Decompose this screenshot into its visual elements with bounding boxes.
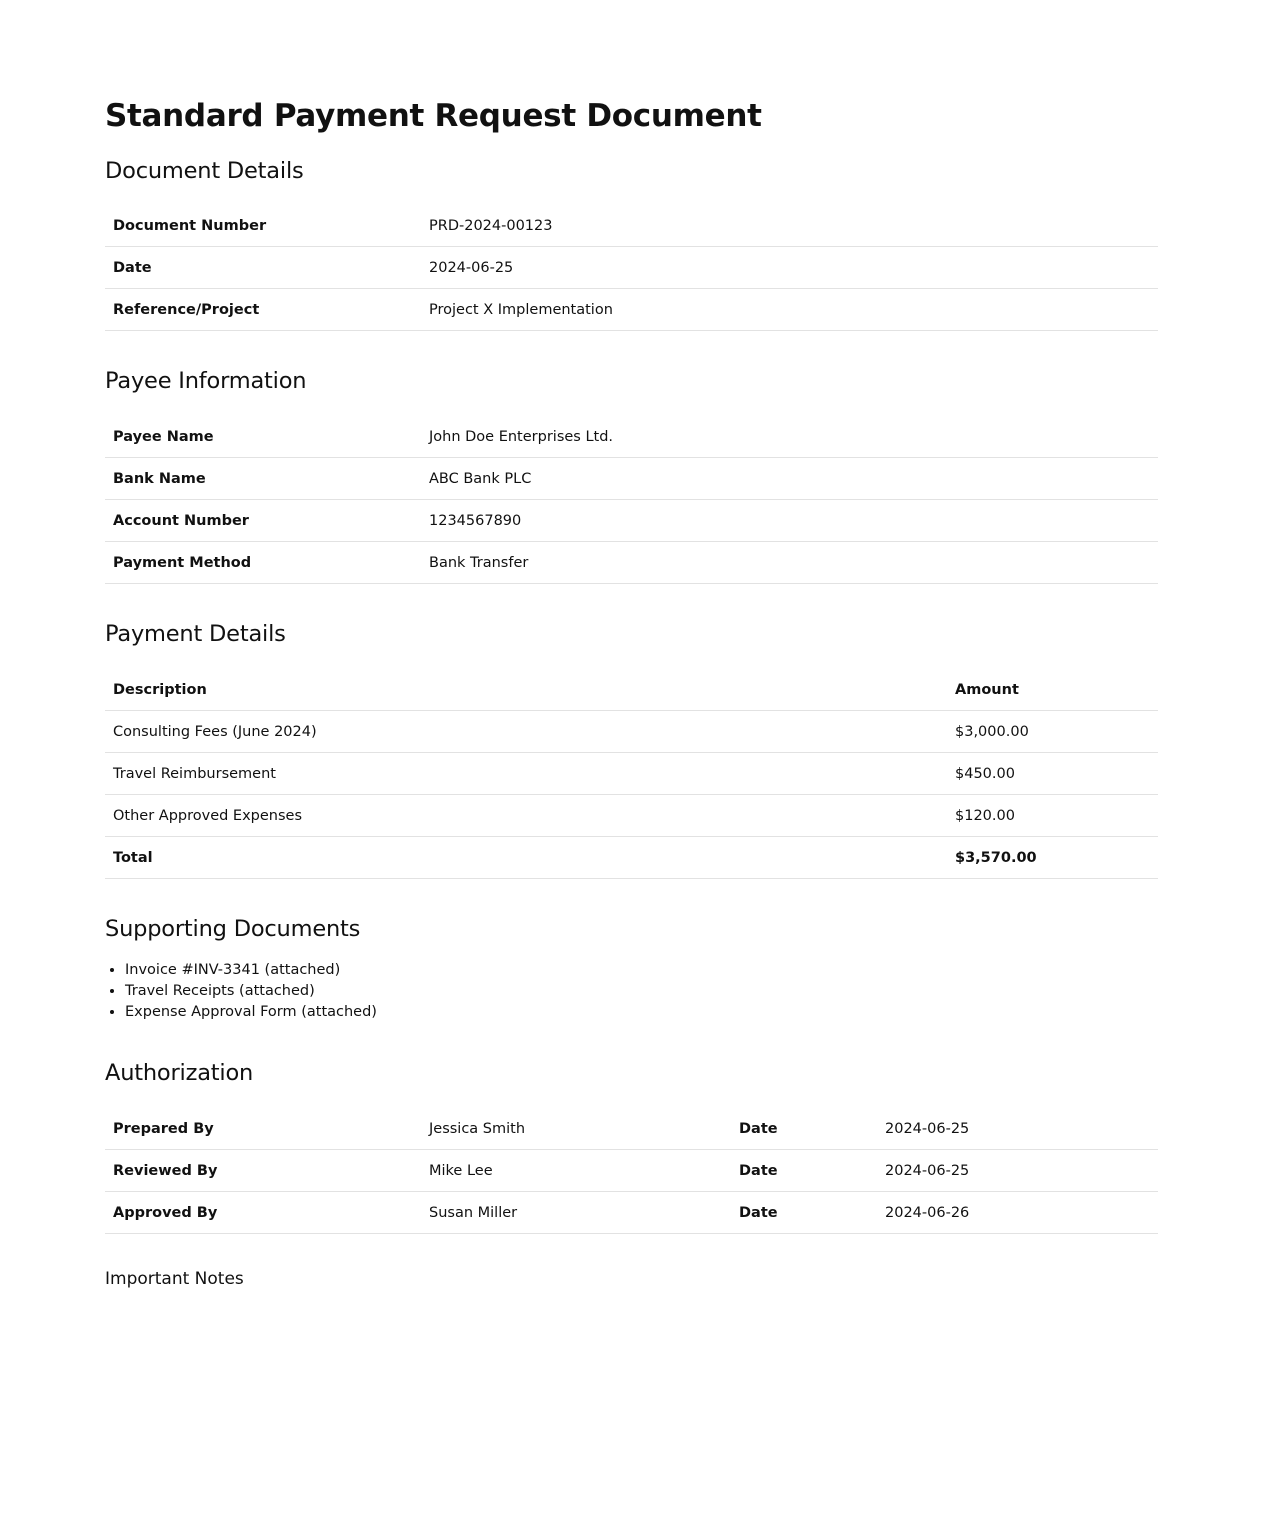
table-row [105, 458, 1158, 500]
prepared-by-name: Jessica Smith [421, 1108, 731, 1150]
item-amount: $120.00 [947, 795, 1158, 837]
account-number-value: 1234567890 [421, 500, 1158, 542]
item-amount: $3,000.00 [947, 711, 1158, 753]
payment-details-table [105, 669, 1158, 879]
table-row [105, 753, 1158, 795]
payee-name-value: John Doe Enterprises Ltd. [421, 416, 1158, 458]
item-description: Other Approved Expenses [105, 795, 947, 837]
list-item: • Expense Approval Form (attached) [125, 1002, 1158, 1023]
table-row [105, 205, 1158, 247]
table-row [105, 289, 1158, 331]
reviewed-date-label: Date [731, 1150, 877, 1192]
reviewed-by-label: Reviewed By [105, 1150, 421, 1192]
list-item: • Travel Receipts (attached) [125, 981, 1158, 1002]
item-description: Travel Reimbursement [105, 753, 947, 795]
description-column-header: Description [105, 669, 947, 711]
prepared-date-label: Date [731, 1108, 877, 1150]
table-row [105, 1150, 1158, 1192]
payee-information-table [105, 416, 1158, 584]
payee-information-heading: Payee Information [105, 368, 307, 394]
total-label: Total [105, 837, 947, 879]
reference-project-value: Project X Implementation [421, 289, 1158, 331]
prepared-by-label: Prepared By [105, 1108, 421, 1150]
supporting-documents-list [105, 960, 1158, 1023]
item-description: Consulting Fees (June 2024) [105, 711, 947, 753]
list-item: • Invoice #INV-3341 (attached) [125, 960, 1158, 981]
date-value: 2024-06-25 [421, 247, 1158, 289]
authorization-table [105, 1108, 1158, 1234]
supporting-documents-heading: Supporting Documents [105, 916, 361, 942]
payment-details-heading: Payment Details [105, 621, 286, 647]
document-details-table [105, 205, 1158, 331]
document-number-label: Document Number [105, 205, 421, 247]
approved-date-label: Date [731, 1192, 877, 1234]
reviewed-by-name: Mike Lee [421, 1150, 731, 1192]
date-label: Date [105, 247, 421, 289]
table-row [105, 795, 1158, 837]
bank-name-label: Bank Name [105, 458, 421, 500]
table-header-row [105, 669, 1158, 711]
important-notes-heading: Important Notes [105, 1269, 244, 1289]
amount-column-header: Amount [947, 669, 1158, 711]
document-details-heading: Document Details [105, 158, 304, 184]
table-row [105, 500, 1158, 542]
total-amount: $3,570.00 [947, 837, 1158, 879]
table-row [105, 1192, 1158, 1234]
table-row [105, 1108, 1158, 1150]
reviewed-date-value: 2024-06-25 [877, 1150, 1158, 1192]
account-number-label: Account Number [105, 500, 421, 542]
authorization-heading: Authorization [105, 1060, 254, 1086]
table-row [105, 542, 1158, 584]
approved-date-value: 2024-06-26 [877, 1192, 1158, 1234]
payment-method-label: Payment Method [105, 542, 421, 584]
total-row [105, 837, 1158, 879]
payment-method-value: Bank Transfer [421, 542, 1158, 584]
bank-name-value: ABC Bank PLC [421, 458, 1158, 500]
payee-name-label: Payee Name [105, 416, 421, 458]
approved-by-name: Susan Miller [421, 1192, 731, 1234]
reference-project-label: Reference/Project [105, 289, 421, 331]
prepared-date-value: 2024-06-25 [877, 1108, 1158, 1150]
table-row [105, 247, 1158, 289]
item-amount: $450.00 [947, 753, 1158, 795]
approved-by-label: Approved By [105, 1192, 421, 1234]
table-row [105, 711, 1158, 753]
page-title: Standard Payment Request Document [105, 98, 762, 134]
table-row [105, 416, 1158, 458]
document-number-value: PRD-2024-00123 [421, 205, 1158, 247]
